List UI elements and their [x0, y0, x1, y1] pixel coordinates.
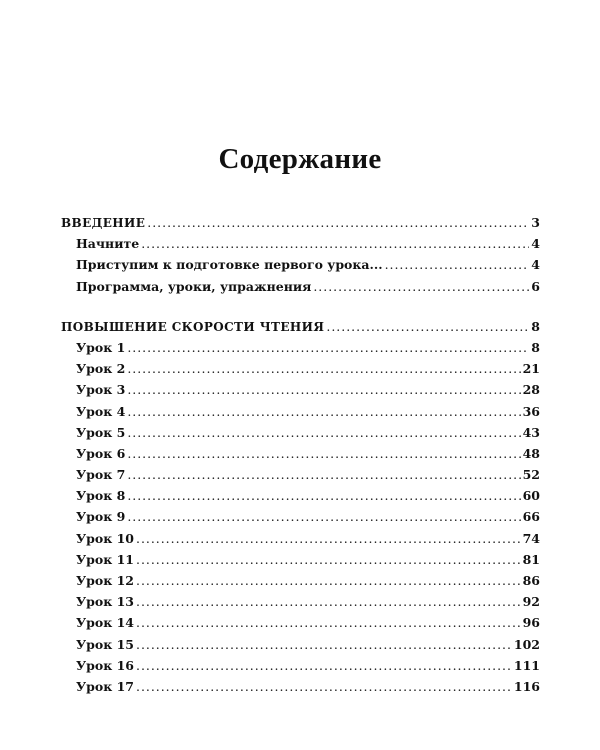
toc-entry-label: ПОВЫШЕНИЕ СКОРОСТИ ЧТЕНИЯ	[61, 319, 325, 334]
dot-leader	[136, 552, 521, 567]
dot-leader	[147, 215, 529, 230]
dot-leader	[136, 594, 521, 609]
toc-page-number: 8	[531, 318, 540, 334]
toc-entry[interactable]	[61, 615, 540, 636]
toc-page-number: 86	[522, 573, 540, 588]
toc-page-number: 3	[531, 215, 540, 230]
toc-page-number: 81	[522, 551, 540, 567]
dot-leader	[136, 658, 512, 673]
toc-page-number: 60	[522, 488, 540, 504]
toc-entry[interactable]	[61, 531, 540, 552]
toc-entry[interactable]	[61, 467, 540, 488]
toc-entry-label: Урок 8	[76, 488, 126, 504]
toc-entry[interactable]	[61, 446, 540, 467]
toc-entry-label: Урок 17	[76, 678, 134, 694]
toc-entry[interactable]	[61, 509, 540, 530]
toc-entry-label: Урок 16	[76, 657, 134, 673]
toc-page-number: 4	[531, 257, 540, 273]
toc-entry-label: Урок 5	[76, 424, 126, 440]
toc-page-number: 92	[522, 594, 540, 610]
toc-page-number: 66	[522, 509, 540, 525]
toc-page-number: 8	[531, 339, 540, 355]
toc-entry[interactable]	[61, 658, 540, 679]
toc-page-number: 74	[522, 530, 540, 546]
toc-entry[interactable]	[61, 236, 540, 257]
toc-page-number: 48	[522, 445, 540, 461]
toc-page-number: 52	[522, 467, 540, 483]
dot-leader	[127, 404, 520, 419]
toc-entry-label: Начните	[76, 236, 140, 252]
dot-leader	[127, 425, 520, 440]
toc-page-number: 6	[531, 278, 540, 294]
dot-leader	[127, 488, 520, 503]
toc-entry-label: Урок 3	[76, 382, 126, 398]
dot-leader	[127, 361, 520, 376]
toc-page-number: 4	[531, 236, 540, 252]
dot-leader	[326, 319, 529, 334]
dot-leader	[313, 279, 529, 294]
dot-leader	[136, 679, 512, 694]
toc-entry-label: Урок 10	[76, 530, 134, 546]
toc-entry[interactable]	[61, 340, 540, 361]
dot-leader	[141, 236, 529, 251]
toc-section-heading[interactable]	[61, 215, 540, 236]
table-of-contents	[61, 215, 540, 700]
toc-entry-label: Урок 12	[76, 573, 134, 588]
toc-entry-label: Урок 9	[76, 509, 126, 525]
toc-entry[interactable]	[61, 488, 540, 509]
toc-entry[interactable]	[61, 637, 540, 658]
toc-entry[interactable]	[61, 573, 540, 594]
dot-leader	[136, 531, 521, 546]
toc-entry[interactable]	[61, 361, 540, 382]
toc-entry-label: Урок 6	[76, 445, 126, 461]
toc-entry[interactable]	[61, 279, 540, 300]
toc-page-number: 102	[513, 636, 540, 652]
dot-leader	[127, 446, 520, 461]
toc-entry-label: Урок 4	[76, 403, 126, 419]
toc-entry[interactable]	[61, 594, 540, 615]
toc-entry[interactable]	[61, 552, 540, 573]
toc-entry-label: Урок 2	[76, 361, 126, 377]
section-spacer	[61, 300, 540, 319]
page-title: Содержание	[218, 143, 382, 175]
toc-entry-label: Программа, уроки, упражнения	[76, 278, 312, 294]
toc-page-number: 43	[522, 424, 540, 440]
dot-leader	[127, 509, 520, 524]
toc-section-heading[interactable]	[61, 319, 540, 340]
dot-leader	[127, 340, 529, 355]
toc-entry-label: Урок 1	[76, 339, 126, 355]
toc-page-number: 96	[522, 615, 540, 631]
toc-page-number: 21	[522, 361, 540, 377]
toc-entry-label: Урок 11	[76, 551, 134, 567]
toc-entry[interactable]	[61, 404, 540, 425]
dot-leader	[127, 382, 520, 397]
toc-page-number: 116	[513, 678, 540, 694]
toc-entry-label: Урок 14	[76, 615, 134, 631]
dot-leader	[136, 615, 521, 630]
dot-leader	[127, 467, 520, 482]
dot-leader	[385, 257, 530, 272]
toc-entry-label: Урок 7	[76, 467, 126, 483]
toc-page-number: 28	[522, 382, 540, 398]
toc-entry-label: Урок 13	[76, 594, 134, 610]
dot-leader	[136, 573, 521, 588]
toc-entry-label: ВВЕДЕНИЕ	[61, 216, 146, 230]
toc-entry[interactable]	[61, 425, 540, 446]
toc-page-number: 36	[522, 403, 540, 419]
toc-entry-label: Приступим к подготовке первого урока...	[76, 257, 383, 273]
toc-entry[interactable]	[61, 257, 540, 278]
toc-entry[interactable]	[61, 382, 540, 403]
toc-page-number: 111	[513, 657, 540, 673]
toc-entry-label: Урок 15	[76, 636, 134, 652]
dot-leader	[136, 637, 512, 652]
toc-entry[interactable]	[61, 679, 540, 700]
